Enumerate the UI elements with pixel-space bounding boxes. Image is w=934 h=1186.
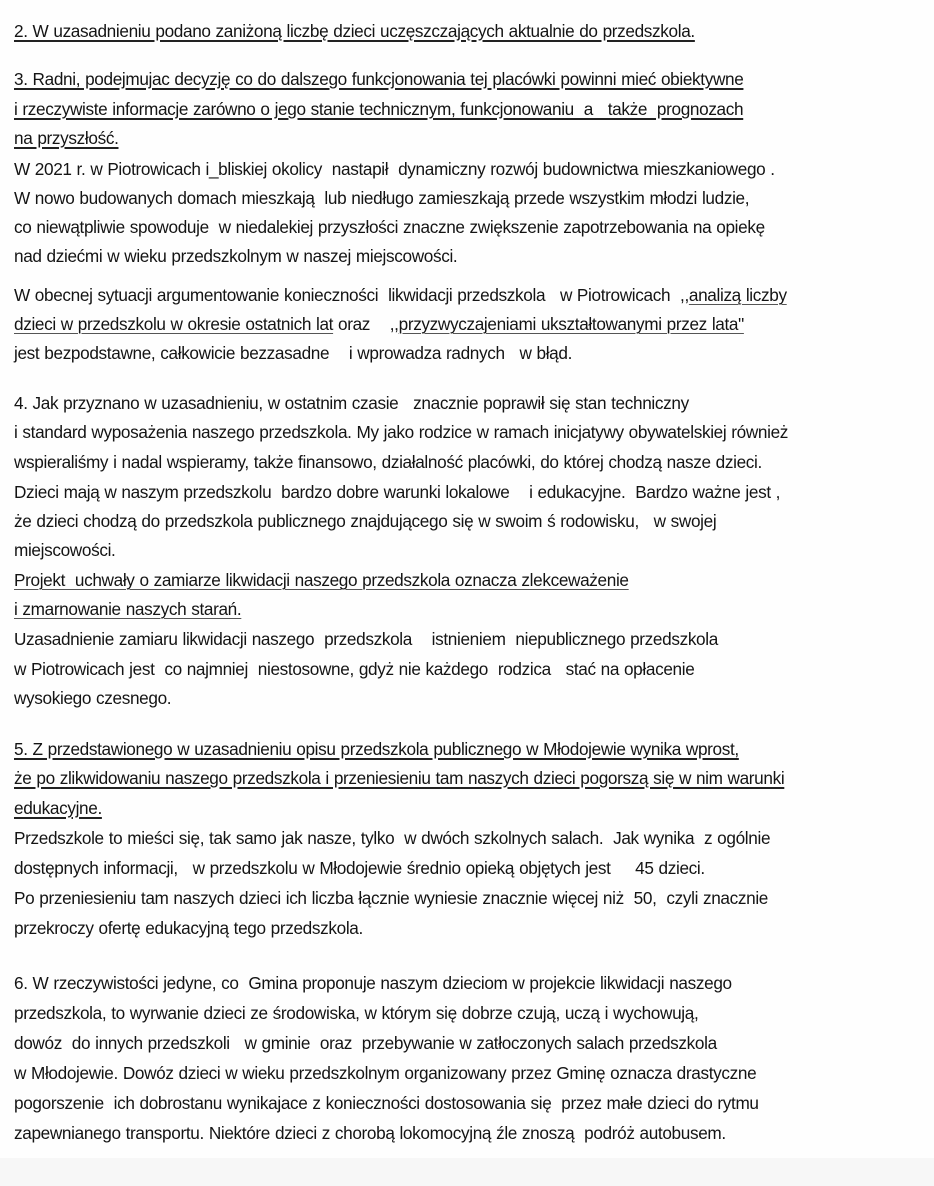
section-6-body-line-4: w Młodojewie. Dowóz dzieci w wieku przedszkolnym organizowany przez Gminę oznacza drastyczne [14, 1063, 757, 1083]
section-6-body-line-2: przedszkola, to wyrwanie dzieci ze środowiska, w którym się dobrze czują, uczą i wychowują, [14, 1003, 699, 1023]
section-4-body-line-2: i standard wyposażenia naszego przedszkola. My jako rodzice w ramach inicjatywy obywatelskiej również [14, 422, 789, 442]
section-6-body-line-6: zapewnianego transportu. Niektóre dzieci z chorobą lokomocyjną źle znoszą podróż autobusem. [14, 1123, 726, 1143]
section-4-underlined-line-1: Projekt uchwały o zamiarze likwidacji naszego przedszkola oznacza zlekceważenie [14, 570, 629, 590]
section-6-body-line-3: dowóz do innych przedszkoli w gminie oraz przebywanie w zatłoczonych salach przedszkola [14, 1033, 717, 1053]
section-3-body-line-3: co niewątpliwie spowoduje w niedalekiej przyszłości znaczne zwiększenie zapotrzebowania na opiekę [14, 217, 765, 237]
section-3-body-line-4: nad dziećmi w wieku przedszkolnym w naszej miejscowości. [14, 246, 458, 266]
argument-middle: oraz ,, [333, 314, 399, 334]
section-3-argument-line-2 [14, 313, 744, 335]
section-3-heading-line-1: 3. Radni, podejmujac decyzję co do dalszego funkcjonowania tej placówki powinni mieć obiektywne [14, 69, 744, 89]
section-3-body-line-2: W nowo budowanych domach mieszkają lub niedługo zamieszkają przede wszystkim młodzi ludzie, [14, 188, 750, 208]
section-3-body-line-1: W 2021 r. w Piotrowicach i_bliskiej okolicy nastapił dynamiczny rozwój budownictwa mieszkaniowego . [14, 159, 775, 179]
section-5-body-line-3: Po przeniesieniu tam naszych dzieci ich liczba łącznie wyniesie znacznie więcej niż 50, czyli znacznie [14, 888, 768, 908]
section-5-heading-line-1: 5. Z przedstawionego w uzasadnieniu opisu przedszkola publicznego w Młodojewie wynika wprost, [14, 739, 739, 759]
section-4-closing-line-2: w Piotrowicach jest co najmniej niestosowne, gdyż nie każdego rodzica stać na opłacenie [14, 659, 695, 679]
quote-analysis-part-1: analizą liczby [688, 285, 787, 305]
section-4-body-line-5: że dzieci chodzą do przedszkola publicznego znajdującego się w swoim ś rodowisku, w swojej [14, 511, 717, 531]
section-5-body-line-1: Przedszkole to mieści się, tak samo jak nasze, tylko w dwóch szkolnych salach. Jak wynika z ogólnie [14, 828, 771, 848]
section-4-body-line-1: 4. Jak przyznano w uzasadnieniu, w ostatnim czasie znacznie poprawił się stan techniczny [14, 393, 689, 413]
section-5-heading-line-3: edukacyjne. [14, 798, 102, 818]
section-6-body-line-1: 6. W rzeczywistości jedyne, co Gmina proponuje naszym dzieciom w projekcie likwidacji naszego [14, 973, 732, 993]
section-6-body-line-5: pogorszenie ich dobrostanu wynikajace z konieczności dostosowania się przez małe dzieci do rytmu [14, 1093, 759, 1113]
section-4-closing-line-1: Uzasadnienie zamiaru likwidacji naszego przedszkola istnieniem niepublicznego przedszkola [14, 629, 718, 649]
section-3-heading-line-2: i rzeczywiste informacje zarówno o jego stanie technicznym, funkcjonowaniu a także prognozach [14, 99, 744, 119]
page-bottom-margin [0, 1158, 934, 1186]
section-4-body-line-6: miejscowości. [14, 540, 116, 560]
section-4-closing-line-3: wysokiego czesnego. [14, 688, 172, 708]
quote-analysis-part-2: dzieci w przedszkolu w okresie ostatnich lat [14, 314, 334, 334]
section-3-argument-line-1 [14, 284, 787, 306]
section-4-body-line-4: Dzieci mają w naszym przedszkolu bardzo dobre warunki lokalowe i edukacyjne. Bardzo ważne jest , [14, 482, 781, 502]
section-3-heading-line-3: na przyszłość. [14, 128, 119, 148]
quote-habits: przyzwyczajeniami ukształtowanymi przez lata" [398, 314, 744, 334]
section-2-heading: 2. W uzasadnieniu podano zaniżoną liczbę dzieci uczęszczających aktualnie do przedszkola. [14, 21, 695, 41]
section-4-underlined-line-2: i zmarnowanie naszych starań. [14, 599, 242, 619]
section-5-body-line-4: przekroczy ofertę edukacyjną tego przedszkola. [14, 918, 363, 938]
argument-prefix: W obecnej sytuacji argumentowanie konieczności likwidacji przedszkola w Piotrowicach ,, [14, 285, 689, 305]
section-5-body-line-2: dostępnych informacji, w przedszkolu w Młodojewie średnio opieką objętych jest 45 dzieci. [14, 858, 705, 878]
section-5-heading-line-2: że po zlikwidowaniu naszego przedszkola i przeniesieniu tam naszych dzieci pogorszą się w nim warunki [14, 768, 785, 788]
section-3-argument-conclusion: jest bezpodstawne, całkowicie bezzasadne i wprowadza radnych w błąd. [14, 343, 572, 363]
section-4-body-line-3: wspieraliśmy i nadal wspieramy, także finansowo, działalność placówki, do której chodzą nasze dzieci. [14, 452, 762, 472]
